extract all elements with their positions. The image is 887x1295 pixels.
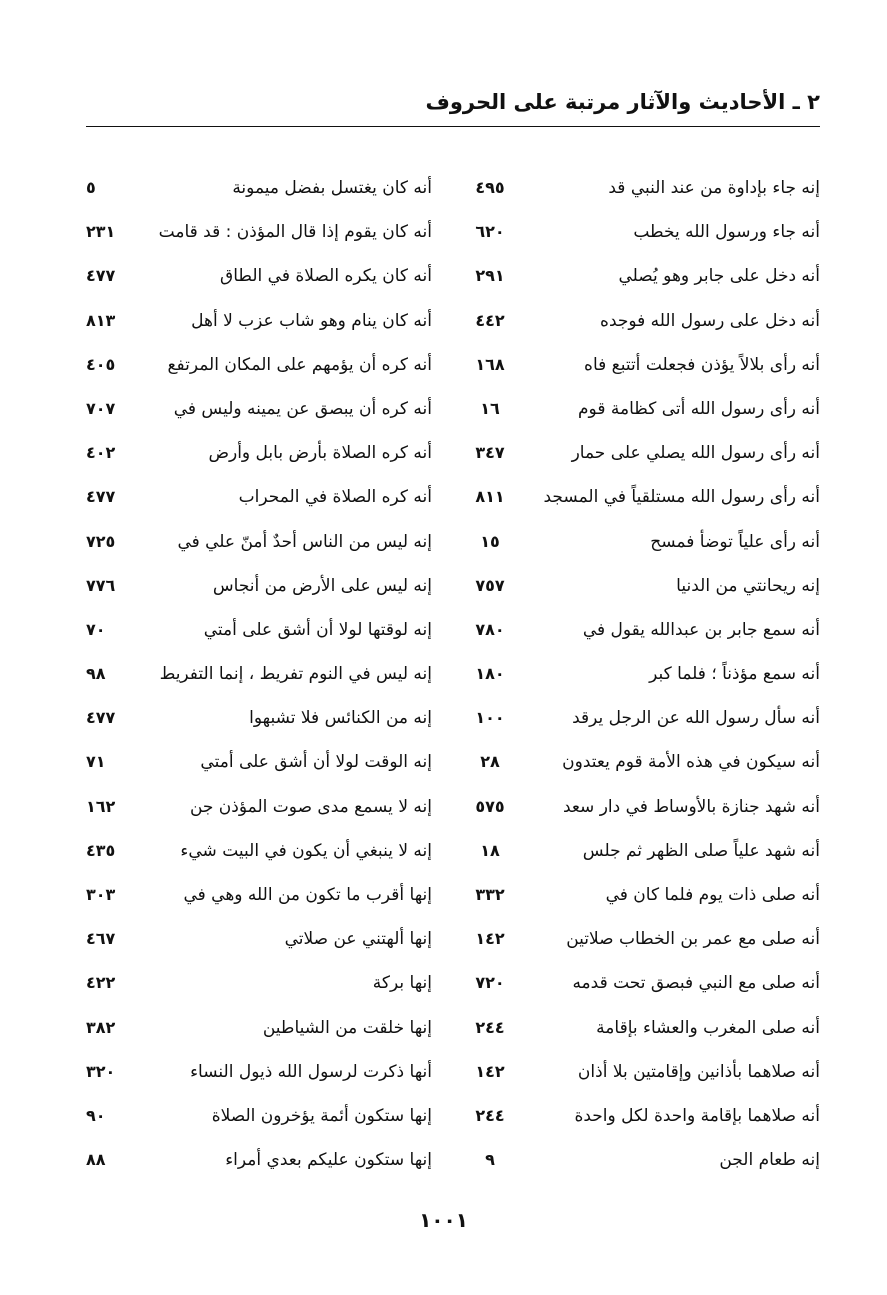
index-row — [86, 873, 820, 917]
entry-page-right: ٢٤٤ — [475, 1105, 505, 1125]
index-row — [86, 917, 820, 961]
entry-text-right: أنه رأى رسول الله يصلي على حمار — [571, 443, 820, 464]
index-row — [86, 785, 820, 829]
entry-text-right: أنه دخل على رسول الله فوجده — [600, 310, 820, 331]
entry-text-right: أنه رأى رسول الله مستلقياً في المسجد — [543, 487, 820, 508]
entry-page-left: ٤٣٥ — [86, 840, 116, 860]
index-row — [86, 740, 820, 784]
index-row — [86, 299, 820, 343]
entry-page-right: ٦٢٠ — [475, 222, 505, 242]
entry-text-left: إنها أقرب ما تكون من الله وهي في — [183, 885, 432, 905]
index-row — [86, 520, 820, 564]
entry-page-right: ١٨ — [480, 840, 500, 860]
entry-page-right: ١٠٠ — [475, 708, 505, 728]
entry-text-left: إنه ليس من الناس أحدٌ أمنّ علي في — [177, 531, 432, 552]
page-number: ١٠٠١ — [419, 1208, 468, 1232]
entry-page-left: ٩٨ — [86, 664, 106, 684]
entry-page-left: ١٦٢ — [86, 796, 116, 816]
entry-page-left: ٣٨٢ — [86, 1017, 116, 1037]
entry-page-left: ٧١ — [86, 752, 106, 772]
entry-page-left: ٤٠٥ — [86, 354, 116, 374]
index-row — [86, 431, 820, 475]
index-row — [86, 475, 820, 519]
entry-page-right: ١٤٢ — [475, 1061, 505, 1081]
index-row — [86, 961, 820, 1005]
entry-page-right: ٢٩١ — [475, 266, 505, 286]
entry-page-right: ١٦٨ — [475, 354, 505, 374]
entry-text-right: أنه سيكون في هذه الأمة قوم يعتدون — [562, 752, 820, 773]
entry-text-right: أنه دخل على جابر وهو يُصلي — [618, 266, 820, 287]
entry-page-left: ٧٠٧ — [86, 398, 116, 418]
entry-text-right: أنه صلى المغرب والعشاء بإقامة — [596, 1017, 820, 1038]
entry-text-right: أنه جاء ورسول الله يخطب — [633, 222, 820, 243]
entry-page-left: ٤٧٧ — [86, 266, 116, 286]
entry-page-right: ٩ — [485, 1150, 495, 1170]
entry-text-left: إنه لا ينبغي أن يكون في البيت شيء — [180, 840, 432, 861]
index-row — [86, 608, 820, 652]
entry-text-right: أنه شهد علياً صلى الظهر ثم جلس — [582, 840, 820, 861]
entry-text-right: إنه ريحانتي من الدنيا — [676, 575, 820, 596]
entry-page-left: ٥ — [86, 178, 96, 197]
entry-page-right: ٢٤٤ — [475, 1017, 505, 1037]
entry-text-left: إنه من الكنائس فلا تشبهوا — [249, 708, 432, 729]
entry-page-right: ٧٢٠ — [475, 973, 505, 993]
index-row — [86, 652, 820, 696]
entry-page-left: ٧٢٥ — [86, 531, 116, 551]
entry-text-right: أنه سأل رسول الله عن الرجل يرقد — [572, 708, 820, 729]
entry-page-right: ٧٥٧ — [475, 575, 505, 595]
entry-text-right: أنه سمع مؤذناً ؛ فلما كبر — [649, 664, 820, 685]
entry-text-right: أنه رأى رسول الله أتى كظامة قوم — [578, 398, 820, 419]
entry-text-right: أنه رأى بلالاً يؤذن فجعلت أتتبع فاه — [584, 354, 820, 375]
index-row — [86, 1094, 820, 1138]
entry-page-left: ٨١٣ — [86, 310, 116, 330]
entry-text-right: أنه شهد جنازة بالأوساط في دار سعد — [562, 796, 820, 817]
index-row — [86, 166, 820, 210]
entry-text-left: أنها ذكرت لرسول الله ذيول النساء — [190, 1061, 432, 1082]
entry-text-left: إنه لوقتها لولا أن أشق على أمتي — [203, 619, 432, 640]
entry-page-left: ٣٠٣ — [86, 885, 116, 904]
entry-text-right: إنه جاء بإداوة من عند النبي قد — [608, 178, 820, 198]
entry-text-left: إنها ألهتني عن صلاتي — [284, 929, 432, 950]
index-row — [86, 564, 820, 608]
entry-page-left: ٢٣١ — [86, 222, 116, 242]
entry-text-left: إنها ستكون عليكم بعدي أمراء — [225, 1150, 432, 1171]
entry-text-right: أنه صلى مع النبي فبصق تحت قدمه — [572, 973, 820, 994]
entry-text-right: أنه رأى علياً توضأ فمسح — [650, 531, 820, 552]
entry-page-left: ٤٦٧ — [86, 929, 116, 949]
entry-page-right: ٧٨٠ — [475, 619, 505, 639]
entry-text-right: أنه صلاهما بأذانين وإقامتين بلا أذان — [577, 1061, 820, 1082]
entry-text-right: إنه طعام الجن — [719, 1150, 820, 1171]
index-row — [86, 387, 820, 431]
entry-page-right: ٢٨ — [480, 752, 500, 772]
entry-page-right: ٣٣٢ — [475, 885, 505, 904]
entry-text-left: أنه كره الصلاة بأرض بابل وأرض — [208, 443, 432, 464]
index-row — [86, 1138, 820, 1182]
index-row — [86, 343, 820, 387]
entry-text-left: أنه كره الصلاة في المحراب — [238, 487, 432, 508]
index-row — [86, 1050, 820, 1094]
entry-page-right: ٤٤٢ — [475, 310, 505, 330]
entry-page-left: ٤٧٧ — [86, 487, 116, 507]
entry-page-right: ٨١١ — [475, 487, 505, 507]
entry-text-left: أنه كان يكره الصلاة في الطاق — [220, 266, 432, 287]
entry-page-left: ٣٢٠ — [86, 1061, 116, 1081]
entry-page-right: ١٥ — [480, 531, 500, 551]
entry-text-left: أنه كان ينام وهو شاب عزب لا أهل — [191, 310, 432, 331]
entry-text-left: إنه ليس في النوم تفريط ، إنما التفريط — [159, 664, 432, 685]
entry-page-left: ٩٠ — [86, 1105, 106, 1125]
entry-text-left: إنه لا يسمع مدى صوت المؤذن جن — [189, 796, 432, 817]
entry-text-left: إنها بركة — [372, 973, 432, 994]
index-row — [86, 1006, 820, 1050]
index-row — [86, 210, 820, 254]
entry-text-left: أنه كره أن يبصق عن يمينه وليس في — [173, 398, 432, 419]
entry-text-right: أنه سمع جابر بن عبدالله يقول في — [582, 619, 820, 640]
index-row — [86, 829, 820, 873]
entry-page-right: ٣٤٧ — [475, 443, 505, 463]
entry-text-right: أنه صلاهما بإقامة واحدة لكل واحدة — [574, 1105, 820, 1126]
entry-text-left: أنه كره أن يؤمهم على المكان المرتفع — [167, 354, 432, 375]
entry-text-left: إنه الوقت لولا أن أشق على أمتي — [200, 752, 432, 773]
entry-page-right: ١٤٢ — [475, 929, 505, 949]
entry-text-right: أنه صلى مع عمر بن الخطاب صلاتين — [566, 929, 820, 950]
index-row — [86, 254, 820, 298]
index-entries — [86, 166, 820, 1182]
entry-text-left: أنه كان يقوم إذا قال المؤذن : قد قامت — [158, 222, 432, 243]
entry-page-left: ٤٢٢ — [86, 973, 116, 993]
entry-page-left: ٧٠ — [86, 619, 106, 639]
entry-text-left: إنها ستكون أئمة يؤخرون الصلاة — [211, 1105, 432, 1126]
page-header-title: ٢ ـ الأحاديث والآثار مرتبة على الحروف — [425, 90, 820, 114]
entry-text-left: أنه كان يغتسل بفضل ميمونة — [232, 178, 432, 198]
entry-page-left: ٤٧٧ — [86, 708, 116, 728]
entry-text-left: إنها خلقت من الشياطين — [262, 1017, 432, 1038]
entry-page-left: ٧٧٦ — [86, 575, 116, 595]
entry-text-left: إنه ليس على الأرض من أنجاس — [212, 575, 432, 596]
entry-page-left: ٤٠٢ — [86, 443, 116, 463]
entry-text-right: أنه صلى ذات يوم فلما كان في — [605, 885, 820, 905]
entry-page-right: ٤٩٥ — [475, 178, 505, 197]
index-row — [86, 696, 820, 740]
entry-page-right: ١٦ — [480, 398, 500, 418]
entry-page-right: ١٨٠ — [475, 664, 505, 684]
entry-page-right: ٥٧٥ — [475, 796, 505, 816]
entry-page-left: ٨٨ — [86, 1150, 106, 1170]
header-rule — [86, 126, 820, 127]
